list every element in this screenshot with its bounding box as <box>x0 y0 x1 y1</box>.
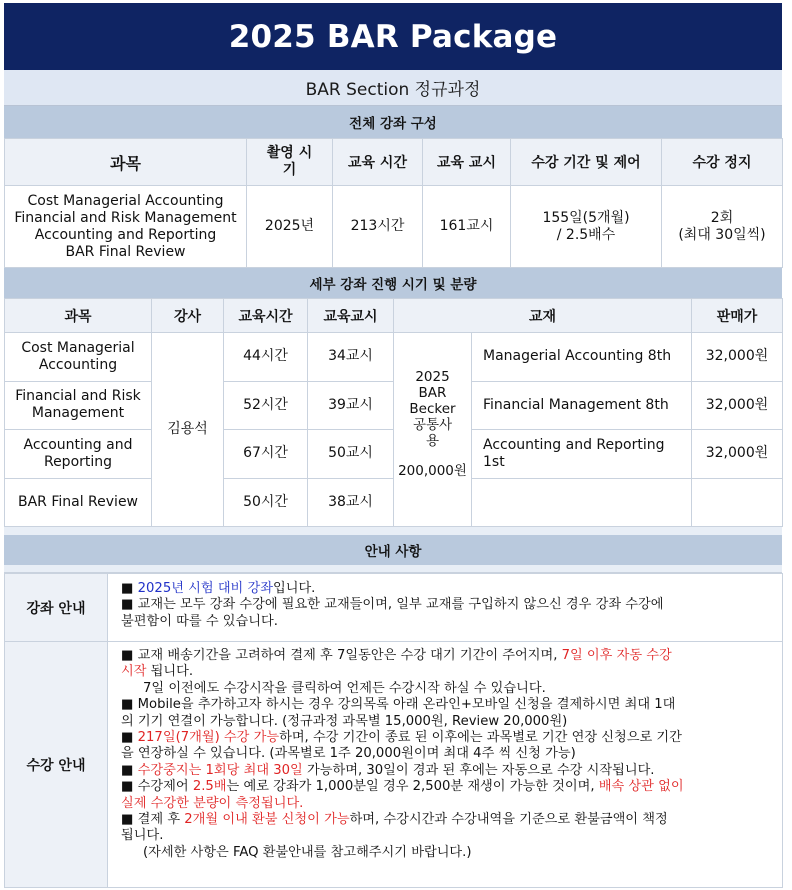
row-textbook <box>472 478 692 527</box>
subject-item: Accounting and Reporting <box>34 226 217 243</box>
textbook-line: 1st <box>483 453 505 470</box>
page-title: 2025 BAR Package <box>4 3 782 70</box>
header-pause: 수강 정지 <box>662 139 783 186</box>
subject-item: Cost Managerial Accounting <box>27 192 224 209</box>
detail-header-subject: 과목 <box>5 299 152 333</box>
study-notice-row <box>5 642 783 888</box>
row-sessions: 39교시 <box>308 381 394 430</box>
course-notice-row <box>5 574 783 642</box>
section-spacer <box>4 527 782 535</box>
subject-line: Reporting <box>43 453 113 470</box>
row-price <box>692 478 783 527</box>
textbook-line: Managerial Accounting 8th <box>483 348 672 365</box>
notice-line <box>121 763 774 779</box>
textbook-line: Accounting and Reporting <box>483 436 665 453</box>
textbook-group-price: 200,000원 <box>398 463 467 479</box>
header-period: 수강 기간 및 제어 <box>511 139 662 186</box>
detail-header-instructor: 강사 <box>152 299 224 333</box>
textbook-group-line: 2025 <box>415 369 450 385</box>
overview-year: 2025년 <box>247 186 333 268</box>
notice-text: ■ 교재 배송기간을 고려하여 결제 후 7일동안은 수강 대기 기간이 주어지며, <box>121 648 562 663</box>
row-subject <box>5 333 152 382</box>
detail-header-price: 판매가 <box>692 299 783 333</box>
notice-line <box>121 730 774 746</box>
subject-line: Management <box>31 405 125 422</box>
notice-table <box>4 573 783 888</box>
textbook-group <box>394 333 472 527</box>
row-subject <box>5 430 152 479</box>
pause-max: (최대 30일씩) <box>678 226 766 243</box>
row-subject <box>5 478 152 527</box>
overview-table <box>4 138 783 268</box>
subject-item: Financial and Risk Management <box>14 209 237 226</box>
subject-item: BAR Final Review <box>65 243 186 260</box>
highlight-text: 7일 이후 자동 수강 <box>561 648 672 663</box>
row-textbook <box>472 430 692 479</box>
period-days: 155일(5개월) <box>542 209 630 226</box>
overview-hours: 213시간 <box>333 186 423 268</box>
row-price: 32,000원 <box>692 430 783 479</box>
overview-header-row <box>5 139 783 186</box>
study-notice-label: 수강 안내 <box>5 642 108 888</box>
notice-line: (자세한 사항은 FAQ 환불안내를 참고해주시기 바랍니다.) <box>143 844 472 860</box>
bullet: ■ <box>121 730 138 746</box>
row-sessions: 38교시 <box>308 478 394 527</box>
overview-pause <box>662 186 783 268</box>
overview-heading: 전체 강좌 구성 <box>4 106 782 138</box>
textbook-line: Financial Management 8th <box>483 396 669 413</box>
header-filming: 촬영 시기 <box>247 139 333 186</box>
overview-subjects <box>5 186 247 268</box>
overview-sessions: 161교시 <box>423 186 511 268</box>
notice-text: 하며, 수강시간과 수강내역을 기준으로 환불금액이 책정 <box>349 812 668 828</box>
instructor-name: 김용석 <box>152 333 224 527</box>
notice-text: 됩니다. <box>146 664 194 680</box>
overview-period <box>511 186 662 268</box>
row-hours: 44시간 <box>224 333 308 382</box>
notice-line <box>121 664 774 680</box>
notice-text: 가능하며, 30일이 경과 된 후에는 자동으로 수강 시작됩니다. <box>302 762 655 778</box>
section-spacer <box>4 565 782 573</box>
highlight-text: 2개월 이내 환불 신청이 가능 <box>184 812 350 828</box>
subject-line: Accounting and <box>23 436 133 453</box>
notice-text: ■ 결제 후 <box>121 812 185 828</box>
pause-count: 2회 <box>710 209 734 226</box>
overview-row <box>5 186 783 268</box>
textbook-group-line: 공통사 <box>412 417 453 433</box>
course-notice-body <box>108 574 783 642</box>
notice-line: 을 연장하실 수 있습니다. (과목별로 1주 20,000원이며 최대 4주 씩 신청 가능) <box>121 746 576 762</box>
header-subject: 과목 <box>5 139 247 186</box>
highlight-text: 수강중지는 1회당 최대 30일 <box>137 762 303 778</box>
period-multiplier: / 2.5배수 <box>556 226 616 243</box>
header-sessions: 교육 교시 <box>423 139 511 186</box>
subject-line: Accounting <box>38 356 118 373</box>
study-notice-body <box>108 642 783 888</box>
row-textbook <box>472 333 692 382</box>
highlight-text: 시작 <box>121 664 147 680</box>
header-hours: 교육 시간 <box>333 139 423 186</box>
notice-line: 됩니다. <box>121 828 164 844</box>
notice-line <box>121 779 774 795</box>
notice-line: ■ 교재는 모두 강좌 수강에 필요한 교재들이며, 일부 교재를 구입하지 않으신 경우 강좌 수강에 <box>121 597 664 613</box>
row-hours: 67시간 <box>224 430 308 479</box>
detail-header-hours: 교육시간 <box>224 299 308 333</box>
notice-line <box>121 812 774 828</box>
notice-line: ■ Mobile을 추가하고자 하시는 경우 강의목록 아래 온라인+모바일 신청을 결제하시면 최대 1대 <box>121 697 676 713</box>
notice-text: ■ 수강제어 <box>121 779 193 795</box>
highlight-text: 2025년 시험 대비 강좌 <box>137 581 273 596</box>
notice-line: 의 기기 연결이 가능합니다. (정규과정 과목별 15,000원, Review 20,000원) <box>121 713 568 729</box>
textbook-group-line: Becker <box>409 401 456 417</box>
detail-table <box>4 298 783 527</box>
row-subject <box>5 381 152 430</box>
textbook-group-line: BAR <box>418 385 447 401</box>
notice-text: 는 예로 강좌가 1,000분일 경우 2,500분 재생이 가능한 것이며, <box>226 779 599 795</box>
notice-text: 하며, 수강 기간이 종료 된 이후에는 과목별로 기간 연장 신청으로 기간 <box>279 730 682 746</box>
row-hours: 50시간 <box>224 478 308 527</box>
row-sessions: 34교시 <box>308 333 394 382</box>
row-hours: 52시간 <box>224 381 308 430</box>
course-notice-label: 강좌 안내 <box>5 574 108 642</box>
notice-heading: 안내 사항 <box>4 535 782 565</box>
notice-line <box>121 648 774 664</box>
detail-header-sessions: 교육교시 <box>308 299 394 333</box>
bar-package-document <box>4 3 782 888</box>
bullet: ■ <box>121 762 138 778</box>
highlight-text: 217일(7개월) 수강 가능 <box>137 730 280 746</box>
detail-heading: 세부 강좌 진행 시기 및 분량 <box>4 268 782 298</box>
notice-text: 입니다. <box>272 581 316 596</box>
bullet: ■ <box>121 581 138 596</box>
textbook-group-line: 용 <box>425 433 440 449</box>
page-subtitle: BAR Section 정규과정 <box>4 70 782 106</box>
notice-line: 실제 수강한 분량이 측정됩니다. <box>121 795 304 811</box>
row-price: 32,000원 <box>692 381 783 430</box>
subject-line: BAR Final Review <box>17 493 139 510</box>
row-textbook <box>472 381 692 430</box>
notice-line <box>121 581 774 597</box>
detail-header-row <box>5 299 783 333</box>
table-row <box>5 333 783 382</box>
row-price: 32,000원 <box>692 333 783 382</box>
highlight-text: 배속 상관 없이 <box>598 779 684 795</box>
subject-line: Financial and Risk <box>15 388 141 405</box>
row-sessions: 50교시 <box>308 430 394 479</box>
subject-line: Cost Managerial <box>21 339 135 356</box>
detail-header-textbook: 교재 <box>394 299 692 333</box>
highlight-text: 2.5배 <box>192 779 227 795</box>
notice-line: 7일 이전에도 수강시작을 클릭하여 언제든 수강시작 하실 수 있습니다. <box>143 680 546 696</box>
notice-line: 불편함이 따를 수 있습니다. <box>121 613 278 629</box>
